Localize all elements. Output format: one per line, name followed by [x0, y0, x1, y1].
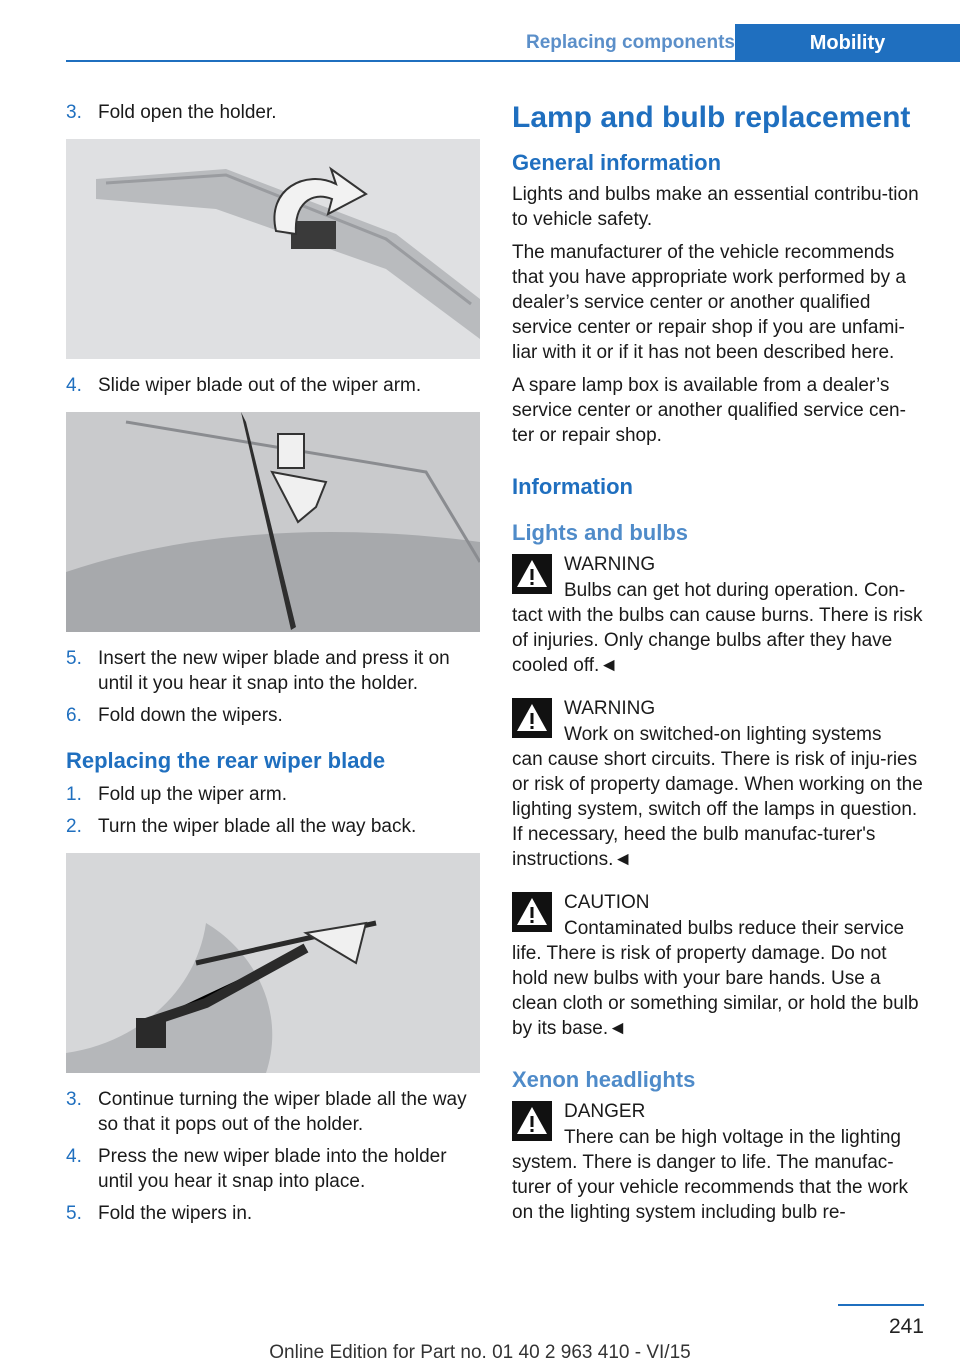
step-text: Fold down the wipers.: [98, 705, 283, 726]
page-number: 241: [888, 1315, 924, 1338]
paragraph: A spare lamp box is available from a dealer’s service center or another qualified service cen-ter or repair shop.: [512, 375, 906, 446]
warning-triangle-icon: [512, 892, 552, 932]
step-item: [66, 373, 480, 398]
left-column: [66, 100, 480, 1233]
xenon-headlights-heading: Xenon headlights: [512, 1067, 696, 1092]
figure-rear-wiper: [66, 853, 480, 1073]
step-item: [66, 1087, 480, 1137]
step-number: 5.: [66, 1203, 82, 1224]
warning-text: Bulbs can get hot during operation. Con-: [564, 580, 906, 601]
header-chapter-tab: Mobility: [735, 24, 960, 62]
warning-triangle-icon: [512, 554, 552, 594]
step-number: 3.: [66, 102, 82, 123]
figure-slide-blade-out: [66, 412, 480, 632]
section-title: Lamp and bulb replacement: [512, 101, 911, 134]
step-list: [66, 100, 480, 125]
warning-text: can cause short circuits. There is risk of inju-ries or risk of property damage. When working on the lighting system, switch off the lamps in question. If necessary, heed the bulb manufac-turer's instructions.◄: [512, 749, 923, 870]
rear-wiper-heading: Replacing the rear wiper blade: [66, 748, 386, 773]
paragraph: Lights and bulbs make an essential contribu-tion to vehicle safety.: [512, 184, 919, 230]
caution-text: life. There is risk of property damage. Do not hold new bulbs with your bare hands. Use a clean cloth or something similar, or hold the bulb by its base.◄: [512, 943, 919, 1039]
caution-notice: [512, 890, 926, 1041]
step-text: Press the new wiper blade into the holder until you hear it snap into place.: [98, 1146, 447, 1192]
right-column: [512, 100, 926, 1243]
lights-and-bulbs-heading: Lights and bulbs: [512, 520, 688, 545]
wiper-holder-illustration: [66, 139, 480, 359]
general-information-heading: General information: [512, 150, 722, 175]
page-header: [66, 24, 960, 62]
paragraph: The manufacturer of the vehicle recommends that you have appropriate work performed by a dealer’s service center or another qualified service center or repair shop if you are unfami-liar with it or if it has not been described here.: [512, 242, 906, 363]
information-heading: Information: [512, 474, 633, 499]
step-item: [66, 782, 480, 807]
warning-triangle-icon: [512, 1101, 552, 1141]
danger-text: system. There is danger to life. The manufac-turer of your vehicle recommends that the work on the lighting system including bulb re-: [512, 1152, 909, 1223]
step-number: 6.: [66, 705, 82, 726]
header-rule: [66, 60, 960, 62]
step-number: 5.: [66, 648, 82, 669]
step-text: Fold open the holder.: [98, 102, 277, 123]
danger-notice: [512, 1099, 926, 1225]
edition-line: Online Edition for Part no. 01 40 2 963 410 - VI/15: [269, 1342, 691, 1363]
step-item: [66, 1144, 480, 1194]
step-number: 2.: [66, 816, 82, 837]
step-number: 1.: [66, 784, 82, 805]
danger-keyword: DANGER: [564, 1101, 646, 1122]
step-text: Continue turning the wiper blade all the way so that it pops out of the holder.: [98, 1089, 467, 1135]
warning-keyword: WARNING: [564, 554, 656, 575]
step-item: [66, 703, 480, 728]
step-number: 4.: [66, 375, 82, 396]
warning-keyword: WARNING: [564, 698, 656, 719]
rear-wiper-illustration: [66, 853, 480, 1073]
figure-fold-open-holder: [66, 139, 480, 359]
warning-text: Work on switched-on lighting systems: [564, 724, 882, 745]
footer-rule: [838, 1304, 924, 1306]
wiper-blade-illustration: [66, 412, 480, 632]
step-number: 3.: [66, 1089, 82, 1110]
step-text: Fold the wipers in.: [98, 1203, 253, 1224]
step-item: [66, 814, 480, 839]
warning-text: tact with the bulbs can cause burns. There is risk of injuries. Only change bulbs after they have cooled off.◄: [512, 605, 923, 676]
warning-triangle-icon: [512, 698, 552, 738]
warning-notice: [512, 552, 926, 678]
header-section: Replacing components: [525, 32, 735, 53]
step-item: [66, 100, 480, 125]
warning-notice: [512, 696, 926, 872]
step-item: [66, 646, 480, 696]
step-list: [66, 782, 480, 839]
step-text: Fold up the wiper arm.: [98, 784, 288, 805]
step-text: Insert the new wiper blade and press it on until it you hear it snap into the holder.: [98, 648, 450, 694]
step-text: Turn the wiper blade all the way back.: [98, 816, 417, 837]
caution-text: Contaminated bulbs reduce their service: [564, 918, 905, 939]
step-list: [66, 373, 480, 398]
step-item: [66, 1201, 480, 1226]
step-number: 4.: [66, 1146, 82, 1167]
danger-text: There can be high voltage in the lighting: [564, 1127, 901, 1148]
step-list: [66, 1087, 480, 1226]
step-text: Slide wiper blade out of the wiper arm.: [98, 375, 422, 396]
caution-keyword: CAUTION: [564, 892, 650, 913]
step-list: [66, 646, 480, 728]
